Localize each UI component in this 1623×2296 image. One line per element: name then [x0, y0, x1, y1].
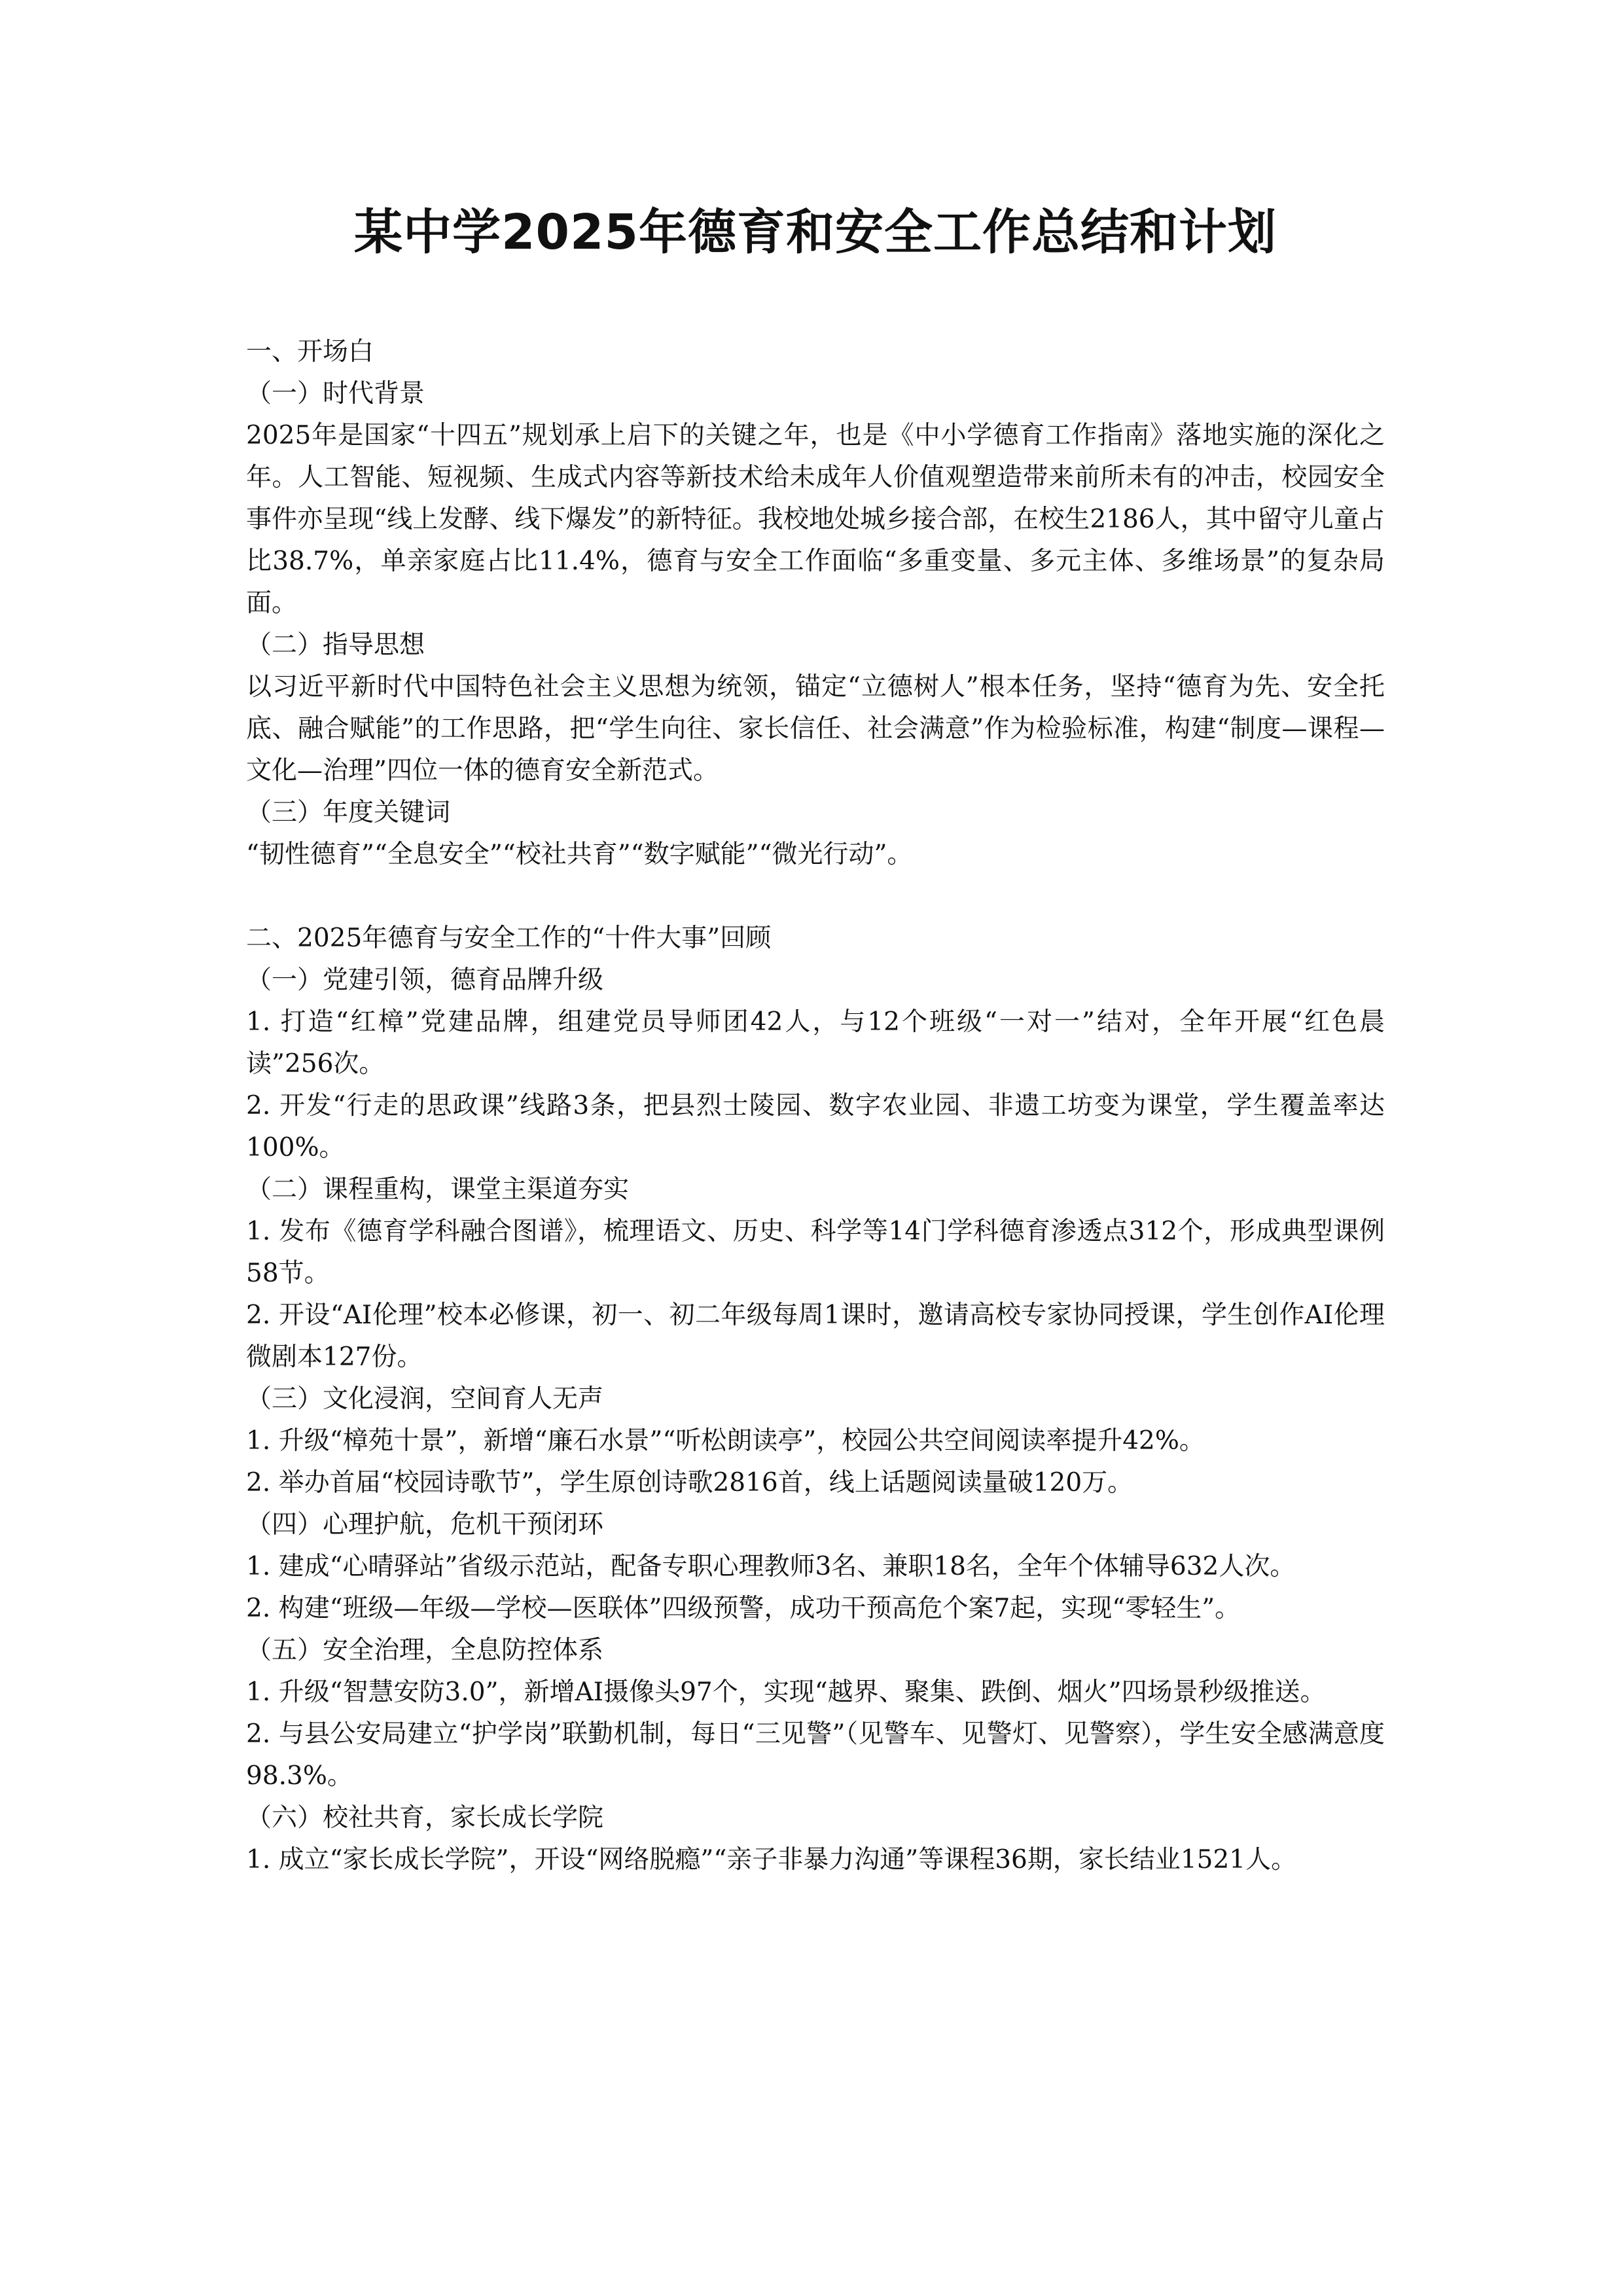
list-item: 1. 打造“红樟”党建品牌，组建党员导师团42人，与12个班级“一对一”结对，全年开展“红色晨读”256次。 — [246, 1007, 1385, 1079]
subsection-heading: （五）安全治理，全息防控体系 — [246, 1636, 604, 1665]
list-item: 1. 发布《德育学科融合图谱》，梳理语文、历史、科学等14门学科德育渗透点312个，形成典型课例58节。 — [246, 1217, 1385, 1288]
section-heading: 一、开场白 — [246, 337, 374, 367]
subsection-heading: （三）年度关键词 — [246, 798, 451, 827]
list-item: 2. 开发“行走的思政课”线路3条，把县烈士陵园、数字农业园、非遗工坊变为课堂，学生覆盖率达100%。 — [246, 1091, 1385, 1162]
subsection-heading: （六）校社共育，家长成长学院 — [246, 1803, 604, 1833]
subsection-heading: （二）课程重构，课堂主渠道夯实 — [246, 1175, 630, 1204]
document-page — [246, 196, 1385, 1881]
list-item: 1. 建成“心晴驿站”省级示范站，配备专职心理教师3名、兼职18名，全年个体辅导632人次。 — [246, 1552, 1296, 1581]
page-title: 某中学2025年德育和安全工作总结和计划 — [354, 204, 1277, 260]
list-item: 2. 举办首届“校园诗歌节”，学生原创诗歌2816首，线上话题阅读量破120万。 — [246, 1468, 1133, 1498]
subsection-heading: （一）时代背景 — [246, 379, 425, 408]
subsection-heading: （四）心理护航，危机干预闭环 — [246, 1510, 604, 1539]
subsection-heading: （一）党建引领，德育品牌升级 — [246, 965, 604, 995]
section-heading: 二、2025年德育与安全工作的“十件大事”回顾 — [246, 924, 772, 953]
list-item: 2. 开设“AI伦理”校本必修课，初一、初二年级每周1课时，邀请高校专家协同授课，学生创作AI伦理微剧本127份。 — [246, 1300, 1385, 1372]
paragraph: “韧性德育”“全息安全”“校社共育”“数字赋能”“微光行动”。 — [246, 840, 913, 869]
subsection-heading: （二）指导思想 — [246, 630, 425, 660]
list-item: 2. 与县公安局建立“护学岗”联勤机制，每日“三见警”（见警车、见警灯、见警察），学生安全感满意度98.3%。 — [246, 1719, 1385, 1791]
list-item: 1. 升级“樟苑十景”，新增“廉石水景”“听松朗读亭”，校园公共空间阅读率提升42%。 — [246, 1426, 1205, 1456]
list-item: 1. 成立“家长成长学院”，开设“网络脱瘾”“亲子非暴力沟通”等课程36期，家长结业1521人。 — [246, 1845, 1297, 1874]
paragraph: 2025年是国家“十四五”规划承上启下的关键之年，也是《中小学德育工作指南》落地实施的深化之年。人工智能、短视频、生成式内容等新技术给未成年人价值观塑造带来前所未有的冲击，校园安全事件亦呈现“线上发酵、线下爆发”的新特征。我校地处城乡接合部，在校生2186人，其中留守儿童占比38.7%，单亲家庭占比11.4%，德育与安全工作面临“多重变量、多元主体、多维场景”的复杂局面。 — [246, 421, 1385, 618]
list-item: 1. 升级“智慧安防3.0”，新增AI摄像头97个，实现“越界、聚集、跌倒、烟火”四场景秒级推送。 — [246, 1677, 1326, 1707]
section-spacer — [246, 876, 1385, 918]
subsection-heading: （三）文化浸润，空间育人无声 — [246, 1384, 604, 1414]
paragraph: 以习近平新时代中国特色社会主义思想为统领，锚定“立德树人”根本任务，坚持“德育为先、安全托底、融合赋能”的工作思路，把“学生向往、家长信任、社会满意”作为检验标准，构建“制度—课程—文化—治理”四位一体的德育安全新范式。 — [246, 672, 1385, 785]
list-item: 2. 构建“班级—年级—学校—医联体”四级预警，成功干预高危个案7起，实现“零轻生”。 — [246, 1594, 1241, 1623]
